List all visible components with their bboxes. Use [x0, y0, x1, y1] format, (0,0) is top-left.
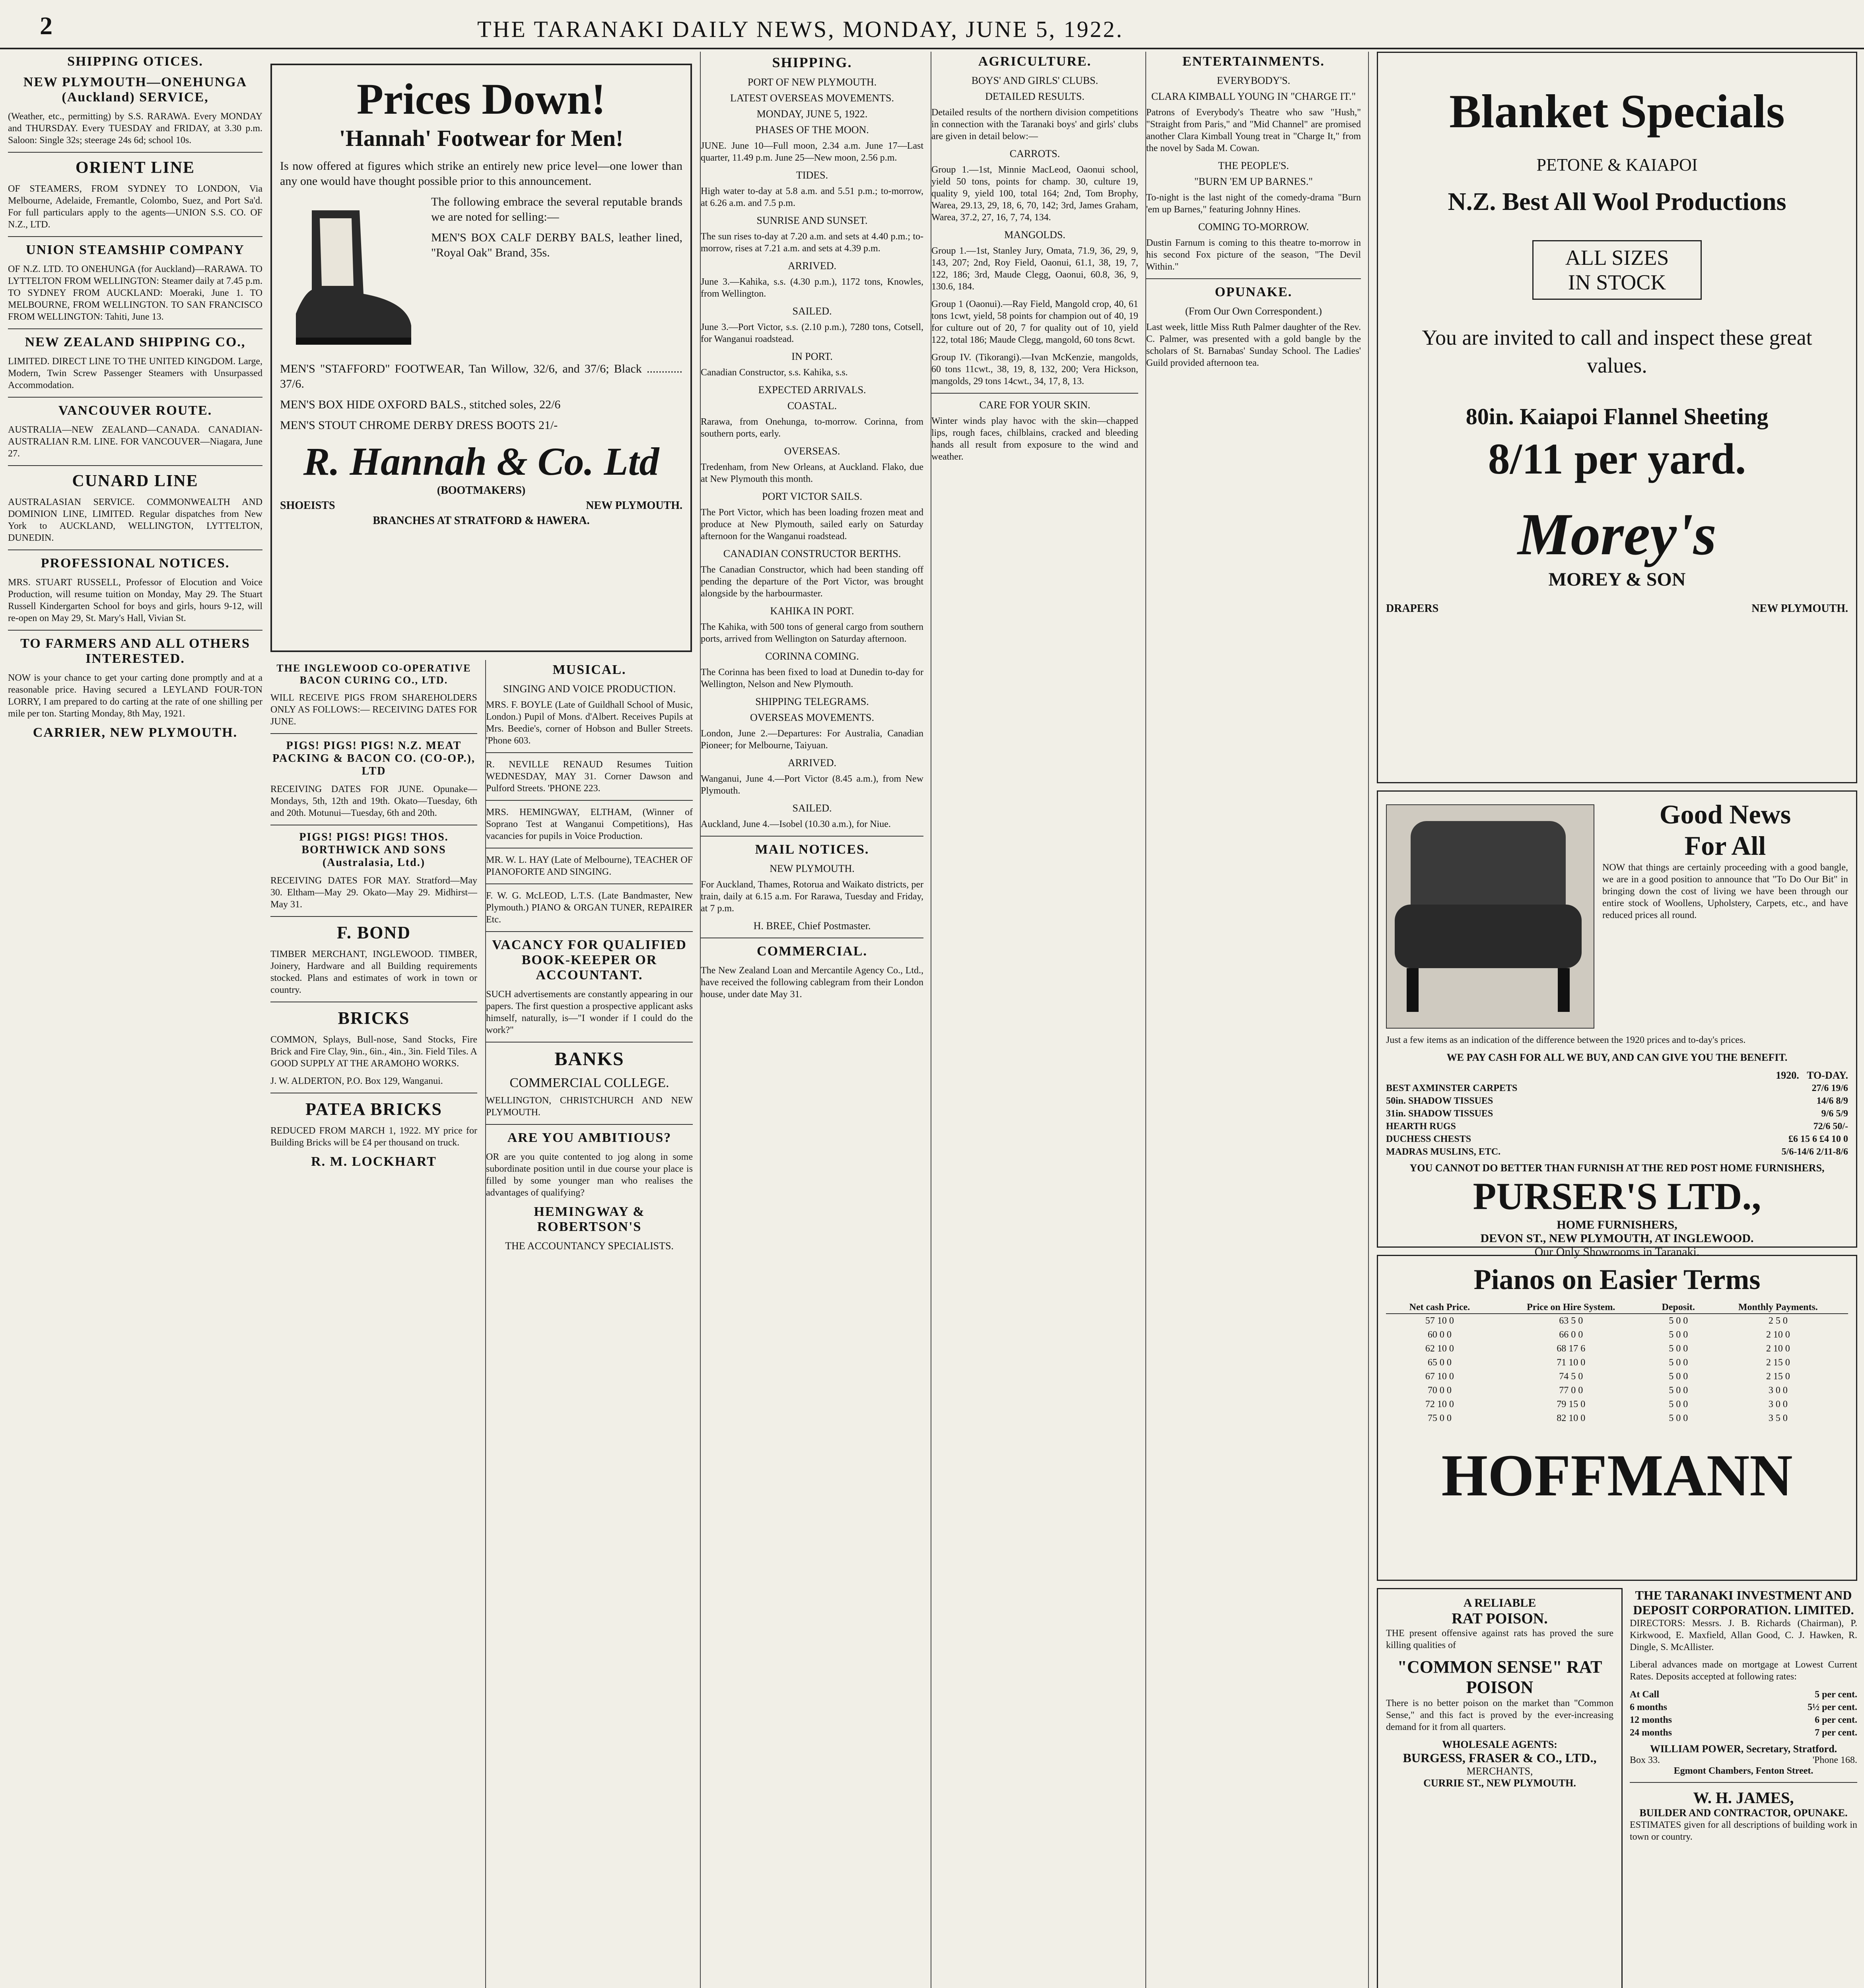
rat-text2: There is no better poison on the market than "Common Sense," and this fact is proved by the ever-increasing demand for it from all quarters.	[1386, 1698, 1613, 1732]
pianos-cell: 5 0 0	[1669, 1316, 1688, 1326]
notice-title: PROFESSIONAL NOTICES.	[41, 556, 230, 571]
divider	[701, 836, 923, 837]
notice-text: RECEIVING DATES FOR JUNE. Opunake—Mondays, 5th, 12th and 19th. Okato—Tuesday, 6th and 20th. Motunui—Tuesday, 6th and 20th.	[270, 784, 477, 818]
section-subheading: LATEST OVERSEAS MOVEMENTS.	[730, 92, 894, 104]
report-heading: CANADIAN CONSTRUCTOR BERTHS.	[723, 548, 901, 559]
notice-title: VANCOUVER ROUTE.	[58, 403, 212, 418]
divider	[486, 1124, 693, 1125]
column-heading: SHIPPING OTICES.	[67, 54, 203, 69]
pursers-text2: Just a few items as an indication of the difference between the 1920 prices and to-day's prices.	[1386, 1035, 1746, 1045]
advert-item-calf: MEN'S BOX CALF DERBY BALS, leather lined, "Royal Oak" Brand, 35s.	[431, 231, 682, 259]
rat-agents: WHOLESALE AGENTS:	[1442, 1739, 1557, 1750]
blanket-sub: PETONE & KAIAPOI	[1536, 155, 1698, 175]
pianos-cell: 74 5 0	[1559, 1371, 1583, 1382]
notice-title: ARE YOU AMBITIOUS?	[507, 1130, 672, 1145]
blanket-best: N.Z. Best All Wool Productions	[1448, 187, 1786, 215]
sizes-line1: ALL SIZES	[1565, 246, 1669, 270]
notice-subtitle: COMMERCIAL COLLEGE.	[509, 1076, 669, 1090]
james-text: ESTIMATES given for all descriptions of building work in town or country.	[1630, 1820, 1857, 1842]
pianos-row	[1386, 1411, 1848, 1425]
report-heading: CORINNA COMING.	[765, 650, 859, 662]
divider	[1630, 1782, 1857, 1783]
divider	[486, 931, 693, 932]
report-heading: PORT VICTOR SAILS.	[762, 491, 862, 502]
notice-text: OR are you quite contented to jog along in some subordinate position until in due course your place is filled by some younger man who realises the advantages of qualifying?	[486, 1152, 693, 1198]
report-text: Last week, little Miss Ruth Palmer daughter of the Rev. C. Palmer, was presented with a gold bangle by the scholars of St. Barnabas' Sunday School. The Ladies' Guild provided afternoon tea.	[1146, 322, 1361, 368]
notice-text: (Weather, etc., permitting) by S.S. RARAWA. Every MONDAY and THURSDAY. Every TUESDAY and FRIDAY, at 3.30 p.m. Saloon: Single 32s; steerage 24s 6d; school 10s.	[8, 111, 262, 146]
report-text: Group 1.—1st, Minnie MacLeod, Oaonui school, yield 50 tons, points for champ. 30, culture 19, quality 9, yield 100, total 164; 2nd, Tom Brophy, Warea, 29.13, 29, 18, 6, 70, 142; 3rd, James Graham, Warea, 37.2, 27, 16, 7, 74, 134.	[931, 165, 1138, 223]
report-heading: SHIPPING TELEGRAMS.	[755, 696, 869, 707]
report-text: The Corinna has been fixed to load at Dunedin to-day for Wellington, Nelson and New Plymouth.	[701, 667, 923, 689]
section-subheading: SINGING AND VOICE PRODUCTION.	[503, 683, 676, 695]
sizes-line2: IN STOCK	[1568, 270, 1666, 294]
pianos-cell: 65 0 0	[1427, 1357, 1452, 1368]
report-heading: MANGOLDS.	[1004, 229, 1065, 241]
notice-title: PIGS! PIGS! PIGS! THOS. BORTHWICK AND SONS (Australasia, Ltd.)	[299, 831, 449, 869]
price-header	[1386, 1069, 1848, 1082]
blanket-title: Blanket Specials	[1449, 85, 1785, 138]
divider	[270, 733, 477, 734]
divider	[8, 465, 262, 466]
price-row	[1386, 1120, 1848, 1133]
pursers-home: HOME FURNISHERS,	[1557, 1218, 1677, 1231]
notice-title: F. BOND	[337, 923, 411, 942]
pianos-title: Pianos on Easier Terms	[1473, 1264, 1761, 1295]
notice-text: OF N.Z. LTD. TO ONEHUNGA (for Auckland)—RARAWA. TO LYTTELTON FROM WELLINGTON: Steamer daily at 7.45 p.m. TO SYDNEY FROM AUCKLAND: Moeraki, June 1. TO MELBOURNE, FROM WELLINGTON. TO SAN FRANCISCO FROM WELLINGTON: Tahiti, June 13.	[8, 264, 262, 322]
divider	[1146, 278, 1361, 279]
rate-value: 7 per cent.	[1815, 1728, 1857, 1738]
rat-street: CURRIE ST., NEW PLYMOUTH.	[1423, 1777, 1576, 1789]
rat-a-reliable: A RELIABLE	[1463, 1596, 1536, 1609]
notice-text: OF STEAMERS, FROM SYDNEY TO LONDON, Via Melbourne, Adelaide, Fremantle, Colombo, Suez, and Port Sa'd. For full particulars apply to the agents—UNION S.S. CO. OF N.Z., LTD.	[8, 184, 262, 230]
notice-text: COMMON, Splays, Bull-nose, Sand Stocks, Fire Brick and Fire Clay, 9in., 6in., 4in., 3in. Field Tiles. A GOOD SUPPLY AT THE ARAMOHO WORKS.	[270, 1035, 477, 1069]
notice-text: R. NEVILLE RENAUD Resumes Tuition WEDNESDAY, MAY 31. Corner Dawson and Pulford Streets. 'PHONE 223.	[486, 759, 693, 794]
pursers-title-line1: Good News	[1659, 799, 1791, 829]
moreys-logo-sub: MOREY & SON	[1548, 569, 1686, 590]
divider	[8, 152, 262, 153]
rat-merchants: MERCHANTS,	[1466, 1765, 1533, 1777]
section-heading: OPUNAKE.	[1215, 285, 1293, 299]
notice-text: MRS. HEMINGWAY, ELTHAM, (Winner of Soprano Test at Wanganui Competitions), Has vacancies for pupils in Voice Production.	[486, 807, 693, 841]
pursers-showrooms: Our Only Showrooms in Taranaki.	[1534, 1245, 1700, 1258]
pianos-cell: 57 10 0	[1425, 1316, 1454, 1326]
pianos-cell: 2 10 0	[1766, 1343, 1790, 1354]
rate-row	[1630, 1688, 1857, 1701]
pianos-cell: 2 15 0	[1766, 1357, 1790, 1368]
price-item-name: 31in. SHADOW TISSUES	[1386, 1109, 1493, 1119]
pianos-cell: 5 0 0	[1669, 1371, 1688, 1382]
price-row	[1386, 1145, 1848, 1158]
pianos-row	[1386, 1328, 1848, 1342]
report-text: Detailed results of the northern division competitions in connection with the Taranaki boys' and girls' clubs are given in detail below:—	[931, 107, 1138, 142]
blanket-price: 8/11 per yard.	[1488, 435, 1746, 483]
report-text: Auckland, June 4.—Isobel (10.30 a.m.), for Niue.	[701, 819, 891, 829]
investment-chambers: Egmont Chambers, Fenton Street.	[1674, 1766, 1813, 1776]
investment-box: Box 33.	[1630, 1755, 1660, 1765]
pianos-cell: 75 0 0	[1427, 1413, 1452, 1423]
rate-row	[1630, 1726, 1857, 1739]
price-item-values: 14/6 8/9	[1816, 1096, 1848, 1106]
notice-sign: CARRIER, NEW PLYMOUTH.	[33, 725, 238, 740]
report-text: The Kahika, with 500 tons of general cargo from southern ports, arrived from Wellington on Saturday afternoon.	[701, 622, 923, 644]
report-text: London, June 2.—Departures: For Australia, Canadian Pioneer; for Melbourne, Taiyuan.	[701, 728, 923, 751]
hannah-bootmakers: (BOOTMAKERS)	[437, 484, 526, 497]
notice-text: MRS. STUART RUSSELL, Professor of Elocution and Voice Production, will resume tuition on Monday, May 29. The Stuart Russell Kindergarten School for boys and girls, hours 9-12, will re-open on May 29, St. Mary's Hall, Vivian St.	[8, 577, 262, 623]
pianos-header-cell: Net cash Price.	[1386, 1302, 1493, 1314]
pianos-row	[1386, 1342, 1848, 1356]
report-heading: ARRIVED.	[787, 757, 837, 769]
advert-item-chrome: MEN'S STOUT CHROME DERBY DRESS BOOTS 21/-	[280, 419, 558, 432]
notice-text: WILL RECEIVE PIGS FROM SHAREHOLDERS ONLY AS FOLLOWS:— RECEIVING DATES FOR JUNE.	[270, 693, 477, 727]
report-date: MONDAY, JUNE 5, 1922.	[756, 108, 868, 120]
notice-title: CUNARD LINE	[72, 472, 198, 490]
notice-sign: HEMINGWAY & ROBERTSON'S	[534, 1204, 645, 1234]
shipping-news-column	[700, 52, 923, 1988]
pursers-text: NOW that things are certainly proceeding with a good bangle, we are in a good position to announce that "To Do Our Bit" in bringing down the cost of living we have been through our entire stock of Woollens, Upholstery, Carpets, etc., and have reduced prices all round.	[1602, 862, 1848, 920]
divider	[486, 1042, 693, 1043]
rate-term: 6 months	[1630, 1702, 1668, 1712]
report-text: The New Zealand Loan and Mercantile Agency Co., Ltd., have received the following cablegram from their London house, under date May 31.	[701, 965, 923, 1000]
price-row	[1386, 1133, 1848, 1145]
notice-title: BRICKS	[338, 1008, 410, 1028]
rate-value: 5½ per cent.	[1808, 1702, 1857, 1712]
pianos-cell: 5 0 0	[1669, 1357, 1688, 1368]
report-heading: SAILED.	[792, 802, 832, 814]
rate-term: 24 months	[1630, 1728, 1672, 1738]
pig-notices-column	[270, 660, 477, 1988]
price-item-values: 72/6 50/-	[1813, 1121, 1848, 1132]
report-heading: ARRIVED.	[787, 260, 837, 272]
price-item-name: 50in. SHADOW TISSUES	[1386, 1096, 1493, 1106]
report-heading: OVERSEAS MOVEMENTS.	[750, 712, 875, 723]
report-text: Group IV. (Tikorangi).—Ivan McKenzie, mangolds, 60 tons 11cwt., 38, 19, 8, 132, 200; Vera Hickson, mangolds, 29 tons 14cwt., 34, 17, 8, 13.	[931, 352, 1138, 386]
james-name: W. H. JAMES,	[1693, 1789, 1794, 1807]
col-1920: 1920.	[1776, 1070, 1799, 1081]
price-item-name: DUCHESS CHESTS	[1386, 1134, 1471, 1144]
pianos-cell: 66 0 0	[1559, 1330, 1583, 1340]
report-text: Rarawa, from Onehunga, to-morrow. Corinna, from southern ports, early.	[701, 417, 923, 439]
notice-text: LIMITED. DIRECT LINE TO THE UNITED KINGDOM. Large, Modern, Twin Screw Passenger Steamers with Unsurpassed Accommodation.	[8, 356, 262, 390]
notice-title: NEW PLYMOUTH—ONEHUNGA (Auckland) SERVICE,	[23, 75, 247, 105]
blanket-invite: You are invited to call and inspect these great values.	[1422, 326, 1812, 377]
advert-intro: Is now offered at figures which strike an entirely new price level—one lower than any one would have thought possible prior to this announcement.	[280, 159, 682, 188]
bottom-adverts	[1377, 1588, 1857, 1988]
section-heading: COMMERCIAL.	[757, 944, 867, 959]
hannah-logo: R. Hannah & Co. Ltd	[303, 439, 659, 483]
section-subheading: THE PEOPLE'S.	[1218, 160, 1289, 171]
price-list	[1386, 1082, 1848, 1158]
masthead	[0, 0, 1864, 49]
report-heading: CARE FOR YOUR SKIN.	[979, 399, 1090, 411]
pianos-cell: 68 17 6	[1557, 1343, 1586, 1354]
notice-text: REDUCED FROM MARCH 1, 1922. MY price for Building Bricks will be £4 per thousand on truck.	[270, 1126, 477, 1148]
adverts-column	[1368, 52, 1857, 1988]
price-row	[1386, 1082, 1848, 1095]
boot-illustration	[280, 194, 423, 361]
divider	[8, 328, 262, 329]
advert-item-stafford: MEN'S "STAFFORD" FOOTWEAR, Tan Willow, 32/6, and 37/6; Black ............ 37/6.	[280, 362, 682, 390]
section-subheading: DETAILED RESULTS.	[985, 91, 1085, 102]
price-item-values: 27/6 19/6	[1812, 1083, 1848, 1093]
pursers-title-line2: For All	[1684, 831, 1766, 861]
page-number: 2	[40, 12, 52, 40]
report-text: Group 1.—1st, Stanley Jury, Omata, 71.9, 36, 29, 9, 143, 207; 2nd, Roy Field, Oaonui, 61.1, 38, 19, 7, 122, 186; 3rd, Maude Clegg, Oaonui, 60.8, 36, 9, 130.6, 184.	[931, 246, 1138, 292]
price-item-name: MADRAS MUSLINS, ETC.	[1386, 1147, 1501, 1157]
rate-term: At Call	[1630, 1689, 1659, 1700]
pianos-cell: 70 0 0	[1427, 1385, 1452, 1396]
price-item-name: HEARTH RUGS	[1386, 1121, 1456, 1132]
pianos-cell: 79 15 0	[1557, 1399, 1586, 1409]
pianos-cell: 5 0 0	[1669, 1399, 1688, 1409]
notice-subtitle: THE ACCOUNTANCY SPECIALISTS.	[505, 1240, 674, 1252]
right-bottom-adverts	[1630, 1588, 1857, 1988]
pianos-table	[1386, 1302, 1848, 1425]
section-heading: SHIPPING.	[772, 54, 852, 70]
section-subheading: COMING TO-MORROW.	[1198, 221, 1309, 233]
divider	[8, 630, 262, 631]
report-text: High water to-day at 5.8 a.m. and 5.51 p.m.; to-morrow, at 6.26 a.m. and 7.5 p.m.	[701, 186, 923, 208]
james-role: BUILDER AND CONTRACTOR, OPUNAKE.	[1639, 1807, 1848, 1819]
report-text: The Port Victor, which has been loading frozen meat and produce at New Plymouth, sailed early on Saturday afternoon for the Wanganui roadstead.	[701, 507, 923, 542]
pianos-cell: 63 5 0	[1559, 1316, 1583, 1326]
rate-row	[1630, 1701, 1857, 1714]
pianos-header-cell: Price on Hire System.	[1493, 1302, 1649, 1314]
pianos-cell: 5 0 0	[1669, 1330, 1688, 1340]
pianos-header-cell: Deposit.	[1649, 1302, 1708, 1314]
advert-brands: The following embrace the several reputable brands we are noted for selling:—	[431, 195, 682, 223]
price-item-name: BEST AXMINSTER CARPETS	[1386, 1083, 1518, 1093]
pianos-row	[1386, 1356, 1848, 1370]
investment-phone: 'Phone 168.	[1812, 1755, 1857, 1765]
notice-title: UNION STEAMSHIP COMPANY	[26, 243, 245, 257]
moreys-footer-left: DRAPERS	[1386, 602, 1439, 615]
price-item-values: 9/6 5/9	[1821, 1109, 1848, 1119]
report-text: JUNE. June 10—Full moon, 2.34 a.m. June 17—Last quarter, 11.49 p.m. June 25—New moon, 2.56 p.m.	[701, 141, 923, 163]
divider	[931, 393, 1138, 394]
pursers-advert	[1377, 790, 1857, 1258]
report-text: June 3.—Kahika, s.s. (4.30 p.m.), 1172 tons, Knowles, from Wellington.	[701, 277, 923, 299]
report-sign: H. BREE, Chief Postmaster.	[753, 920, 871, 932]
entertainments-column	[1145, 52, 1361, 1988]
notice-title: NEW ZEALAND SHIPPING CO.,	[25, 335, 246, 349]
investment-title: THE TARANAKI INVESTMENT AND DEPOSIT CORPORATION. LIMITED.	[1633, 1588, 1854, 1617]
report-text: The sun rises to-day at 7.20 a.m. and sets at 4.40 p.m.; to-morrow, rises at 7.21 a.m. and sets at 4.39 p.m.	[701, 231, 923, 254]
report-text: Canadian Constructor, s.s. Kahika, s.s.	[701, 367, 848, 378]
notice-sign: R. M. LOCKHART	[311, 1154, 437, 1169]
musical-column	[485, 660, 693, 1988]
rate-value: 6 per cent.	[1815, 1715, 1857, 1725]
pianos-row	[1386, 1370, 1848, 1384]
section-subheading: NEW PLYMOUTH.	[770, 863, 855, 874]
pianos-cell: 5 0 0	[1669, 1385, 1688, 1396]
pianos-header-cell: Monthly Payments.	[1708, 1302, 1848, 1314]
rate-row	[1630, 1714, 1857, 1726]
report-heading: KAHIKA IN PORT.	[770, 605, 854, 617]
blanket-flannel: 80in. Kaiapoi Flannel Sheeting	[1466, 404, 1769, 429]
report-text: To-night is the last night of the comedy-drama "Burn 'em up Barnes," featuring Johnny Hines.	[1146, 192, 1361, 215]
blanket-advert	[1377, 52, 1857, 783]
pianos-row	[1386, 1398, 1848, 1411]
report-heading: TIDES.	[796, 169, 828, 181]
pianos-cell: 2 5 0	[1768, 1316, 1788, 1326]
notice-title: PATEA BRICKS	[305, 1099, 442, 1119]
rat-text: THE present offensive against rats has proved the sure killing qualities of	[1386, 1628, 1613, 1650]
moreys-footer-right: NEW PLYMOUTH.	[1751, 602, 1848, 615]
report-heading: COASTAL.	[787, 400, 837, 412]
hannah-footer-right: NEW PLYMOUTH.	[586, 499, 682, 512]
advert-subheadline: 'Hannah' Footwear for Men!	[339, 125, 624, 151]
pianos-cell: 3 5 0	[1768, 1413, 1788, 1423]
pursers-cannot: YOU CANNOT DO BETTER THAN FURNISH AT THE RED POST HOME FURNISHERS,	[1409, 1162, 1825, 1174]
report-text: Patrons of Everybody's Theatre who saw "Hush," "Straight from Paris," and "Mid Channel" are promised another Clara Kimball Young treat in "Charge It," from the novel by Sada M. Cowan.	[1146, 107, 1361, 153]
notice-text: WELLINGTON, CHRISTCHURCH AND NEW PLYMOUTH.	[486, 1095, 693, 1118]
rat-brand: "COMMON SENSE" RAT POISON	[1397, 1657, 1602, 1697]
hannah-footer-left: SHOEISTS	[280, 499, 335, 512]
pianos-cell: 72 10 0	[1425, 1399, 1454, 1409]
advert-headline: Prices Down!	[356, 75, 606, 123]
section-heading: MUSICAL.	[552, 662, 626, 677]
price-item-values: 5/6-14/6 2/11-8/6	[1781, 1147, 1848, 1157]
pursers-name: PURSER'S LTD.,	[1473, 1175, 1761, 1217]
notice-text: RECEIVING DATES FOR MAY. Stratford—May 30. Eltham—May 29. Okato—May 29. Midhirst—May 31.	[270, 876, 477, 910]
col-today: TO-DAY.	[1807, 1070, 1848, 1081]
divider	[8, 236, 262, 237]
section-subheading: PORT OF NEW PLYMOUTH.	[747, 76, 877, 88]
shipping-notices-column	[8, 52, 262, 1988]
pianos-cell: 2 10 0	[1766, 1330, 1790, 1340]
report-heading: SUNRISE AND SUNSET.	[756, 215, 868, 226]
report-heading: PHASES OF THE MOON.	[755, 124, 869, 136]
notice-text: MRS. F. BOYLE (Late of Guildhall School of Music, London.) Pupil of Mons. d'Albert. Receives Pupils at Mrs. Beedie's, corner of Hobson and Buller Streets. 'Phone 603.	[486, 700, 693, 746]
pursers-cash: WE PAY CASH FOR ALL WE BUY, AND CAN GIVE YOU THE BENEFIT.	[1446, 1052, 1788, 1063]
notice-sign: J. W. ALDERTON, P.O. Box 129, Wanganui.	[270, 1076, 443, 1086]
report-text: For Auckland, Thames, Rotorua and Waikato districts, per train, daily at 6.15 a.m. For Rarawa, Tuesday and Friday, at 7 p.m.	[701, 879, 923, 914]
report-heading: SAILED.	[792, 305, 832, 317]
price-row	[1386, 1095, 1848, 1107]
sizes-box	[1532, 240, 1702, 300]
section-heading: AGRICULTURE.	[978, 54, 1092, 69]
investment-directors: DIRECTORS: Messrs. J. B. Richards (Chairman), P. Kirkwood, E. Maxfield, Allan Good, C. J. Hawken, R. Dingle, S. McAllister.	[1630, 1618, 1857, 1652]
investment-deposits: Liberal advances made on mortgage at Lowest Current Rates. Deposits accepted at following rates:	[1630, 1660, 1857, 1682]
report-heading: IN PORT.	[791, 351, 833, 362]
moreys-logo: Morey's	[1518, 501, 1716, 567]
divider	[486, 883, 693, 884]
price-item-values: £6 15 6 £4 10 0	[1788, 1134, 1848, 1144]
report-heading: OVERSEAS.	[784, 445, 840, 457]
notice-text: SUCH advertisements are constantly appearing in our papers. The first question a prospective applicant asks himself, naturally, is—"I wonder if I could do the work?"	[486, 989, 693, 1035]
price-row	[1386, 1107, 1848, 1120]
section-subheading: EVERYBODY'S.	[1217, 75, 1291, 86]
notice-text: TIMBER MERCHANT, INGLEWOOD. TIMBER, Joinery, Hardware and all Building requirements stocked. Plans and estimates of work in town or country.	[270, 949, 477, 995]
notice-title: PIGS! PIGS! PIGS! N.Z. MEAT PACKING & BACON CO. (CO-OP.), LTD	[272, 740, 475, 777]
notice-title: BANKS	[554, 1048, 624, 1070]
notice-title: THE INGLEWOOD CO-OPERATIVE BACON CURING CO., LTD.	[276, 662, 471, 686]
divider	[486, 752, 693, 753]
rat-title: RAT POISON.	[1452, 1610, 1548, 1627]
pianos-cell: 67 10 0	[1425, 1371, 1454, 1382]
report-heading: CARROTS.	[1009, 148, 1060, 159]
rat-poison-advert	[1377, 1588, 1623, 1988]
pianos-cell: 77 0 0	[1559, 1385, 1583, 1396]
investment-secretary: WILLIAM POWER, Secretary, Stratford.	[1650, 1743, 1837, 1755]
notice-text: MR. W. L. HAY (Late of Melbourne), TEACHER OF PIANOFORTE AND SINGING.	[486, 855, 693, 877]
rates-list	[1630, 1688, 1857, 1739]
report-text: June 3.—Port Victor, s.s. (2.10 p.m.), 7280 tons, Cotsell, for Wanganui roadstead.	[701, 322, 923, 344]
rate-value: 5 per cent.	[1815, 1689, 1857, 1700]
pianos-cell: 60 0 0	[1427, 1330, 1452, 1340]
pianos-row	[1386, 1384, 1848, 1398]
armchair-illustration	[1386, 804, 1594, 1029]
notice-text: NOW is your chance to get your carting done promptly and at a reasonable price. Having secured a LEYLAND FOUR-TON LORRY, I am prepared to do carting at the rate of one shilling per mile per ton. Starting Monday, 8th May, 1921.	[8, 673, 262, 719]
advert-item-oxford: MEN'S BOX HIDE OXFORD BALS., stitched soles, 22/6	[280, 398, 561, 411]
pianos-cell: 62 10 0	[1425, 1343, 1454, 1354]
pianos-cell: 3 0 0	[1768, 1399, 1788, 1409]
pianos-cell: 5 0 0	[1669, 1343, 1688, 1354]
divider	[270, 916, 477, 917]
section-subheading: CLARA KIMBALL YOUNG IN "CHARGE IT."	[1151, 91, 1356, 102]
report-text: Tredenham, from New Orleans, at Auckland. Flako, due at New Plymouth this month.	[701, 462, 923, 484]
pianos-cell: 71 10 0	[1557, 1357, 1586, 1368]
divider	[8, 397, 262, 398]
notice-text: F. W. G. McLEOD, L.T.S. (Late Bandmaster, New Plymouth.) PIANO & ORGAN TUNER, REPAIRER Etc.	[486, 891, 693, 925]
notice-title: TO FARMERS AND ALL OTHERS INTERESTED.	[20, 636, 250, 666]
pianos-row	[1386, 1314, 1848, 1328]
pursers-address: DEVON ST., NEW PLYMOUTH, AT INGLEWOOD.	[1480, 1232, 1754, 1245]
agriculture-column	[931, 52, 1138, 1988]
report-heading: EXPECTED ARRIVALS.	[758, 384, 866, 396]
section-heading: ENTERTAINMENTS.	[1182, 54, 1325, 69]
hannah-branches: BRANCHES AT STRATFORD & HAWERA.	[373, 514, 590, 527]
section-subheading: (From Our Own Correspondent.)	[1185, 305, 1322, 317]
report-text: Wanganui, June 4.—Port Victor (8.45 a.m.), from New Plymouth.	[701, 774, 923, 796]
notice-text: AUSTRALASIAN SERVICE. COMMONWEALTH AND DOMINION LINE, LIMITED. Regular dispatches from New York to AUCKLAND, WELLINGTON, LYTTELTON, DUNEDIN.	[8, 497, 262, 543]
pianos-cell: 2 15 0	[1766, 1371, 1790, 1382]
hoffmann-brand: HOFFMANN	[1441, 1442, 1793, 1508]
section-subheading: BOYS' AND GIRLS' CLUBS.	[971, 75, 1098, 86]
newspaper-title: THE TARANAKI DAILY NEWS, MONDAY, JUNE 5, 1922.	[477, 16, 1124, 42]
pianos-cell: 5 0 0	[1669, 1413, 1688, 1423]
report-text: Winter winds play havoc with the skin—chapped lips, rough faces, chilblains, cracked and bleeding hands all result from exposure to the wind and weather.	[931, 416, 1138, 462]
report-text: The Canadian Constructor, which had been standing off pending the departure of the Port Victor, was brought alongside by the harbourmaster.	[701, 565, 923, 599]
report-text: Group 1 (Oaonui).—Ray Field, Mangold crop, 40, 61 tons 1cwt, yield, 58 points for champion out of 40, 19 for culture out of 20, 7 for quality out of 10, yield 122, total 186; Maude Clegg, mangold, 60 tons 8cwt.	[931, 299, 1138, 345]
divider	[8, 549, 262, 550]
report-text: Dustin Farnum is coming to this theatre to-morrow in his second Fox picture of the season, "The Devil Within."	[1146, 238, 1361, 272]
notice-title: ORIENT LINE	[75, 159, 195, 177]
pianos-advert	[1377, 1255, 1857, 1581]
section-heading: MAIL NOTICES.	[755, 842, 869, 857]
rat-agents-name: BURGESS, FRASER & CO., LTD.,	[1403, 1751, 1597, 1765]
pianos-cell: 3 0 0	[1768, 1385, 1788, 1396]
hannah-advert	[270, 64, 692, 652]
notice-title: VACANCY FOR QUALIFIED BOOK-KEEPER OR ACCOUNTANT.	[492, 938, 687, 982]
rate-term: 12 months	[1630, 1715, 1672, 1725]
pianos-cell: 82 10 0	[1557, 1413, 1586, 1423]
divider	[486, 800, 693, 801]
notice-text: AUSTRALIA—NEW ZEALAND—CANADA. CANADIAN-AUSTRALIAN R.M. LINE. FOR VANCOUVER—Niagara, June 27.	[8, 425, 262, 459]
section-subheading: "BURN 'EM UP BARNES."	[1194, 176, 1313, 187]
